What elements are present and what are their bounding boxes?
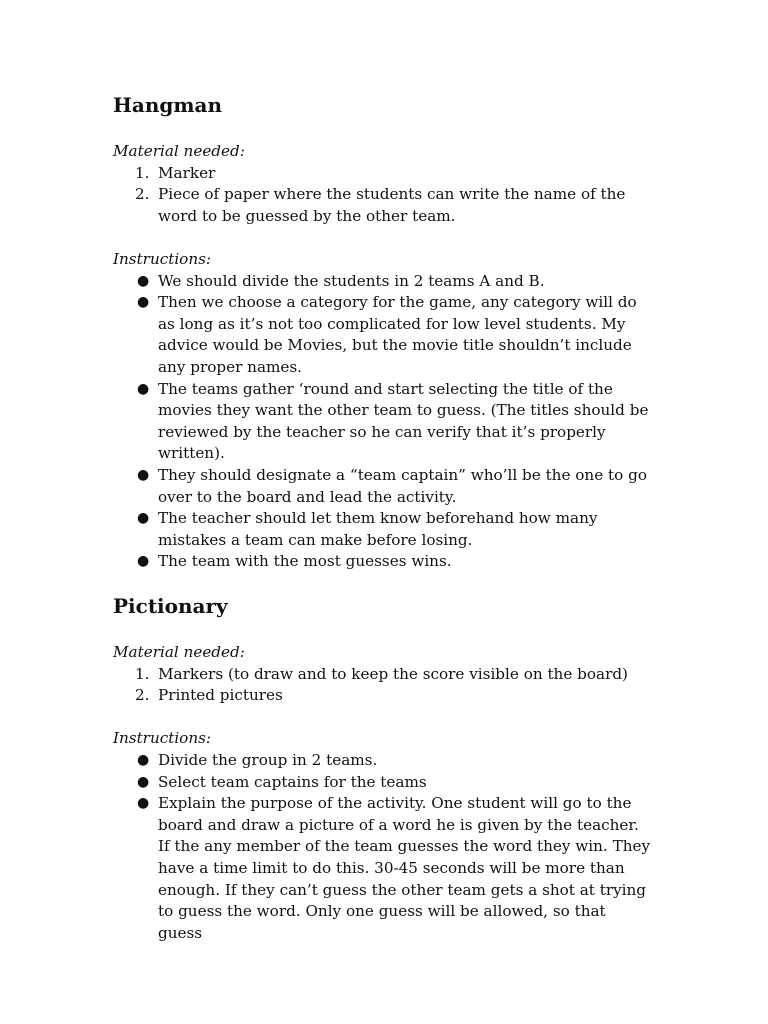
pictionary-instructions-label: Instructions: xyxy=(113,729,212,748)
list-item-text: Then we choose a category for the game, any category will do as long as it’s not too complicated for low level students. My advice would be Movies, but the movie title shouldn’t include any proper names. xyxy=(158,293,637,376)
list-number: 1. xyxy=(135,664,150,683)
list-item-text: They should designate a “team captain” who’ll be the one to go over to the board and lead the activity. xyxy=(158,465,647,506)
list-item xyxy=(113,793,653,944)
hangman-section xyxy=(113,92,653,573)
bullet-icon: ● xyxy=(137,773,150,790)
hangman-instructions-list xyxy=(113,271,653,573)
pictionary-materials-label: Material needed: xyxy=(113,643,245,661)
bullet-icon: ● xyxy=(137,553,150,570)
list-item xyxy=(113,163,653,185)
hangman-title: Hangman xyxy=(113,93,223,117)
list-number: 1. xyxy=(135,163,150,182)
list-item-text: Markers (to draw and to keep the score visible on the board) xyxy=(158,664,628,683)
pictionary-instructions-list xyxy=(113,750,653,944)
bullet-icon: ● xyxy=(137,294,150,311)
list-item-text: The teams gather ‘round and start selecting the title of the movies they want the other team to guess. (The titles should be reviewed by the teacher so he can verify that it’s properly written). xyxy=(158,379,649,463)
hangman-materials-list xyxy=(113,163,653,228)
bullet-icon: ● xyxy=(137,795,150,812)
list-item xyxy=(113,292,653,378)
list-item-text: We should divide the students in 2 teams A and B. xyxy=(158,271,545,290)
bullet-icon: ● xyxy=(137,380,150,397)
list-item xyxy=(113,271,653,293)
list-item-text: Divide the group in 2 teams. xyxy=(158,750,378,769)
list-item-text: Piece of paper where the students can write the name of the word to be guessed by the other team. xyxy=(158,185,626,225)
bullet-icon: ● xyxy=(137,466,150,483)
list-item xyxy=(113,508,653,551)
list-number: 2. xyxy=(135,686,150,705)
list-item-text: Select team captains for the teams xyxy=(158,772,427,791)
list-item xyxy=(113,685,653,707)
list-item-text: Explain the purpose of the activity. One student will go to the board and draw a picture of a word he is given by the teacher. If the any member of the team guesses the word they win. They have a time limit to do this. 30-45 seconds will be more than enough. If they can’t guess the other team gets a shot at trying to guess the word. Only one guess will be allowed, so that guess xyxy=(158,794,651,942)
list-item xyxy=(113,664,653,686)
hangman-instructions-label: Instructions: xyxy=(113,249,212,268)
list-item xyxy=(113,750,653,772)
list-item-text: Printed pictures xyxy=(158,686,283,705)
list-item xyxy=(113,465,653,508)
bullet-icon: ● xyxy=(137,510,150,527)
list-item-text: The team with the most guesses wins. xyxy=(158,552,452,571)
list-item xyxy=(113,379,653,465)
list-item-text: The teacher should let them know beforehand how many mistakes a team can make before losing. xyxy=(158,509,598,549)
pictionary-title: Pictionary xyxy=(113,594,228,618)
list-number: 2. xyxy=(135,185,150,204)
list-item xyxy=(113,551,653,573)
pictionary-section xyxy=(113,593,653,944)
list-item xyxy=(113,772,653,794)
list-item xyxy=(113,184,653,227)
pictionary-materials-list xyxy=(113,664,653,707)
bullet-icon: ● xyxy=(137,272,150,289)
bullet-icon: ● xyxy=(137,751,150,768)
list-item-text: Marker xyxy=(158,163,216,182)
hangman-materials-label: Material needed: xyxy=(113,142,245,160)
